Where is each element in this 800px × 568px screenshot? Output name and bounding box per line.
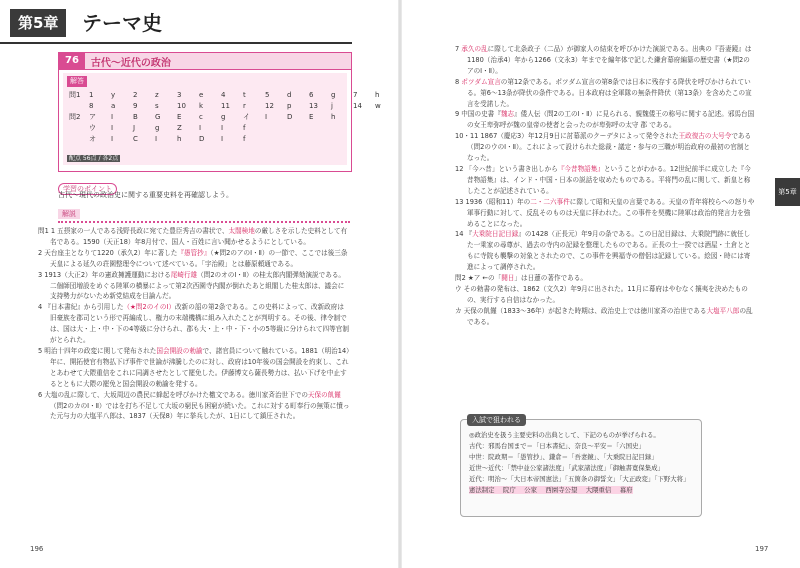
learning-point-text: 古代〜現代の政治史に関する重要史料を再確認しよう。 xyxy=(58,191,233,199)
answer-cell: y xyxy=(111,91,116,99)
answer-cell: z xyxy=(155,91,159,99)
answer-cell: 9 xyxy=(133,102,138,110)
paragraph-text: その勅書の発布は、1862（文久2）年9月に出された。11月に幕府はやむなく攘夷を決めたものの、実行する自信はなかった。 xyxy=(463,284,748,304)
paragraph-text: ★ア ←の「 xyxy=(467,274,502,283)
learning-point-label: 学習のポイント xyxy=(58,183,117,195)
answer-cell: 3 xyxy=(177,91,182,99)
highlight-term: 魏志 xyxy=(500,110,515,119)
paragraph-lead: カ xyxy=(455,306,464,315)
answer-row xyxy=(69,101,397,112)
answer-cell: イ xyxy=(243,113,250,121)
paragraph-lead: 14 xyxy=(455,230,466,239)
answer-cell: 5 xyxy=(265,91,270,99)
answer-cell: 12 xyxy=(265,102,274,110)
memo-title: 入試で狙われる xyxy=(467,414,526,426)
answer-grid xyxy=(69,90,397,145)
explanation-paragraph xyxy=(38,248,350,270)
paragraph-rest: に際して北条政子（二品）が御家人の結束を呼びかけた演説である。出典の『吾妻鏡』は1180（治承4）年から1266（文永3）年までを編年体で記した鎌倉幕府編纂の歴史書（★問2のアのI・Ⅱ）。 xyxy=(467,45,752,75)
highlight-term: 二・二六事件 xyxy=(530,197,570,206)
memo-line: ◎政治史を扱う主要史料の出典として、下記のものが挙げられる。 xyxy=(469,431,660,439)
answer-cell: J xyxy=(133,124,136,132)
paragraph-rest: で、諸官員について触れている。1881（明治14）年に、開拓使官有物払下げ事件で世論が沸騰したのに対し、政府は10年後の国会開設を約束し、これとあわせて大隈重信をこれに同調させたとして罷免した。伊藤博文ら薩長勢力は、払い下げを中止するとともに大隈の罷免と国会開設の勅諭を発する。 xyxy=(50,346,350,388)
paragraph-lead: 9 xyxy=(455,110,462,119)
answer-cell xyxy=(69,101,89,112)
answer-cell: 7 xyxy=(353,91,358,99)
page-number-right: 197 xyxy=(755,545,769,553)
question-box xyxy=(58,52,381,172)
answer-cell: I xyxy=(265,113,268,121)
page-number-left: 196 xyxy=(30,545,44,553)
answer-row xyxy=(69,134,397,145)
answer-cell: c xyxy=(199,113,203,121)
answer-cell: h xyxy=(177,135,182,143)
answer-cell: 問2 xyxy=(69,113,81,121)
paragraph-rest: 』の1428（正長元）年9月の条である。この日記目録は、大乗院門跡に就任した一乗家の尋尊が、過去の寺内の記録を整理したものである。正長の土一揆では酒屋・土倉とともに寺院も襲撃の対象とされたので、この事件を興福寺の僧侶は記録している。絵図・時には寄進によって調停された。 xyxy=(467,230,751,272)
left-explanation-text xyxy=(38,226,350,422)
explanation-paragraph xyxy=(455,284,755,306)
paragraph-rest: （★問2のアのI・Ⅱ）の一節で、ここでは後三条天皇による延久の荘園整理令について述べている。「宇治殿」とは藤原頼通である。 xyxy=(50,248,348,268)
memo-line: 古代：邪馬台国まで＝「日本書紀」、奈良〜平安＝「六国史」 xyxy=(469,442,645,450)
paragraph-lead: 7 xyxy=(455,45,462,53)
explanation-paragraph xyxy=(455,197,755,230)
highlight-term: 国会開設の勅諭 xyxy=(156,346,203,355)
paragraph-text: 1936（昭和11）年の xyxy=(465,197,531,206)
explanation-paragraph xyxy=(38,346,350,390)
question-heading: 古代〜近代の政治 xyxy=(90,57,171,69)
paragraph-lead: 8 xyxy=(455,77,462,86)
answer-cell: g xyxy=(155,124,160,132)
answer-cell: 13 xyxy=(309,102,318,110)
question-header xyxy=(59,53,351,70)
answer-cell: g xyxy=(331,91,336,99)
answer-cell: g xyxy=(221,113,226,121)
explanation-paragraph xyxy=(38,270,350,303)
answer-cell xyxy=(69,134,89,145)
right-page xyxy=(400,0,800,568)
answer-cell: ウ xyxy=(89,124,96,132)
answer-cell: f xyxy=(243,135,246,143)
explanation-paragraph xyxy=(455,77,755,110)
answer-cell: I xyxy=(155,135,158,143)
chapter-header xyxy=(0,4,352,44)
answer-cell: e xyxy=(199,91,204,99)
answer-cell: 4 xyxy=(221,91,226,99)
paragraph-rest: の厳しさを示した史料として有名である。1590（天正18）年8月付で、国人・百姓に言い聞かせるようにとしている。 xyxy=(50,227,348,246)
answer-cell: I xyxy=(221,124,224,132)
paragraph-text: 4 『日本書紀』から引用した xyxy=(38,303,124,312)
answer-cell: 2 xyxy=(133,91,138,99)
highlight-term: 『愚管抄』 xyxy=(177,248,211,257)
explanation-paragraph xyxy=(455,131,755,164)
paragraph-rest: 』倭人伝（問2の工のI・Ⅱ）に見られる、親魏倭王の称号に関する記述。邪馬台国の女王卑弥呼が魏の皇帝の使者と会ったのが卑弥呼の太守 郡 である。 xyxy=(467,110,755,130)
answer-cell: I xyxy=(199,124,202,132)
paragraph-rest: に際して昭和天皇の言葉である。天皇の青年将校らへの怒りや軍事行動に対して、反乱そのものは天皇に拝われた。この事件を契機に陸軍は政治的発言力を強めることになった。 xyxy=(467,197,755,228)
paragraph-text: 1867（慶応3）年12月9日に討幕派のクーデタによって発令された xyxy=(480,132,679,141)
explanation-paragraph xyxy=(455,44,755,77)
right-explanation-text xyxy=(455,44,755,328)
answer-cell: 1 xyxy=(89,91,94,99)
highlight-term: 承久の乱 xyxy=(461,45,488,53)
memo-line: 近代：明治〜「大日本帝国憲法」「五箇条の御誓文」「大正政変」「下野大将」 xyxy=(469,475,690,483)
highlight-term: ポツダム宣言 xyxy=(461,77,501,86)
highlight-term: 尾崎行雄 xyxy=(170,270,198,279)
paragraph-rest: の第12条である。ポツダム宣言の第8条では日本に残存する降伏を呼びかけられている。第6〜13条が降伏の条件である。日本政府は全軍隊の無条件降伏（第13条）を含めたこの宣言を受諾した。 xyxy=(467,77,752,108)
answer-cell: h xyxy=(375,91,380,99)
paragraph-rest: 改新の詔の第2条である。この史料によって、改新政府は旧豪族を郡司という形で再編成し、権力の末端機構に組み入れたことが判明する。その後、律令制では、国は大・上・中・下の4等級に分けられ、郡も大・上・中・下・小の5等級に分けられて四等官制がとられた。 xyxy=(50,303,349,345)
answer-cell: D xyxy=(287,113,293,121)
paragraph-lead: 問1 xyxy=(38,227,51,235)
answer-cell: 問1 xyxy=(69,91,81,99)
answer-cell: 14 xyxy=(353,102,362,110)
memo-box xyxy=(460,416,702,517)
answer-cell: s xyxy=(155,102,159,110)
highlight-term: 大塩平八郎 xyxy=(706,306,740,315)
answer-cell: ア xyxy=(89,113,96,121)
paragraph-lead: 13 xyxy=(455,197,466,206)
highlight-term: 大乗院日記目録 xyxy=(472,230,519,239)
paragraph-rest: （問2のカのI・Ⅱ）ではを打ち不足して大坂の窮民も困窮が続いた。これに対する町奉行の無策に憤った元与力の大塩平八郎は、1837（天保8）年に挙兵したが、1日にして鎮圧された。 xyxy=(50,401,350,421)
answer-row xyxy=(69,112,397,123)
answer-cell: h xyxy=(331,113,336,121)
explanation-paragraph xyxy=(38,226,350,248)
answer-cell: p xyxy=(287,102,292,110)
paragraph-text: 「今ハ昔」という書き出しから xyxy=(465,164,558,173)
answer-cell: 6 xyxy=(309,91,314,99)
paragraph-text: 1 五摂家の一人である浅野長政に宛てた豊臣秀吉の書状で、 xyxy=(50,227,229,235)
explanation-paragraph xyxy=(38,302,350,346)
paragraph-text: 2 天台座主となりて1220（承久2）年に著した xyxy=(38,248,178,257)
answer-cell: 11 xyxy=(221,102,230,110)
paragraph-text: 『 xyxy=(465,230,473,239)
paragraph-lead: 12 xyxy=(455,164,466,173)
answer-cell: B xyxy=(133,113,138,121)
answer-label: 解答 xyxy=(67,76,87,87)
highlight-term: （★問2のイのI） xyxy=(123,303,176,312)
answer-cell: 10 xyxy=(177,102,186,110)
memo-line: 中世：院政期＝「愚管抄」、鎌倉＝「吾妻鏡」、「大乗院日記目録」 xyxy=(469,453,658,461)
answer-cell: オ xyxy=(89,135,96,143)
chapter-side-tab: 第5章 xyxy=(775,178,800,206)
explanation-paragraph xyxy=(455,306,755,328)
answer-cell: Z xyxy=(177,124,182,132)
highlight-term: 闘日 xyxy=(501,274,515,283)
paragraph-rest: （問2のオのI・Ⅱ）の桂太郎内閣弾劾演説である。二個師団増設をめぐる陸軍の横暴によって第2次西園寺内閣が倒れたあと組閣した桂太郎は、議会に支持勢力がないため新党結成を目論んだ。 xyxy=(50,270,346,301)
memo-line: 近世〜近代：「禁中並公家諸法度」「武家諸法度」「御触書寛保集成」 xyxy=(469,464,664,472)
paragraph-text: 天保の飢饉（1833〜36年）が起きた時期は、政治史上では徳川家斉の治世である xyxy=(463,306,707,315)
answer-cell: D xyxy=(199,135,205,143)
answer-cell: I xyxy=(111,113,114,121)
answer-cell: t xyxy=(243,91,246,99)
answer-cell: 8 xyxy=(89,102,94,110)
answer-row xyxy=(69,123,397,134)
answer-cell: I xyxy=(111,135,114,143)
answer-cell: a xyxy=(111,102,116,110)
paragraph-rest: の乱である。 xyxy=(467,306,753,326)
answer-cell: d xyxy=(287,91,292,99)
highlight-term: 『今昔物語集』 xyxy=(557,164,604,173)
paragraph-lead: ウ xyxy=(455,284,464,293)
explanation-label: 解説 xyxy=(58,209,80,219)
answer-cell: f xyxy=(243,124,246,132)
answer-cell: C xyxy=(133,135,138,143)
answer-cell: r xyxy=(243,102,246,110)
answer-cell: I xyxy=(221,135,224,143)
answer-cell xyxy=(69,123,89,134)
answer-cell: w xyxy=(375,102,381,110)
explanation-paragraph xyxy=(455,164,755,197)
chapter-title: テーマ史 xyxy=(82,11,162,35)
paragraph-text: 3 1913（大正2）年の憲政擁護運動における xyxy=(38,270,171,279)
paragraph-lead: 10・11 xyxy=(455,132,481,141)
paragraph-rest: である（問2のウのI・Ⅱ）。これによって設けられた総裁・議定・参与の三職が明治政府の最初の官制となった。 xyxy=(467,132,752,163)
score-note: 配点 56点 / 各2点 xyxy=(69,155,119,162)
answer-row xyxy=(69,90,397,101)
highlight-term: 王政復古の大号令 xyxy=(678,132,732,141)
answer-cell: I xyxy=(111,124,114,132)
question-number: 76 xyxy=(59,53,85,69)
explanation-paragraph xyxy=(455,109,755,131)
paragraph-rest: ということがわかる。12世紀前半に成立した『今昔物語集』は、インド・中国・日本の説話を収めたものである。平将門の乱に関して、新皇と称したことが記述されている。 xyxy=(467,164,751,195)
explanation-paragraph xyxy=(38,390,350,423)
explanation-paragraph xyxy=(455,273,755,284)
answer-cell: E xyxy=(177,113,182,121)
highlight-term: 天保の飢饉 xyxy=(307,390,341,399)
answer-cell: k xyxy=(199,102,204,110)
chapter-badge: 第5章 xyxy=(10,9,66,37)
memo-line: 憲法制定 院庁 公家 西園寺公望 大隈重信 幕府 xyxy=(469,486,633,494)
paragraph-text: 5 明治十四年の政変に関して発布された xyxy=(38,346,157,355)
highlight-term: 太閤検地 xyxy=(228,227,255,235)
answer-cell: j xyxy=(331,102,333,110)
answer-panel xyxy=(63,73,381,165)
explanation-paragraph xyxy=(455,229,755,273)
paragraph-lead: 問2 xyxy=(455,274,468,283)
paragraph-text: 6 大塩の乱に際して、大坂周辺の農民に蜂起を呼びかけた檄文である。徳川家斉治世下での xyxy=(38,390,308,399)
paragraph-rest: 」は日蓮の著作である。 xyxy=(514,274,587,283)
paragraph-text: 中国の史書『 xyxy=(461,110,501,119)
answer-cell: G xyxy=(155,113,161,121)
explanation-divider xyxy=(58,210,350,223)
answer-cell: E xyxy=(309,113,314,121)
memo-lines xyxy=(469,430,689,496)
